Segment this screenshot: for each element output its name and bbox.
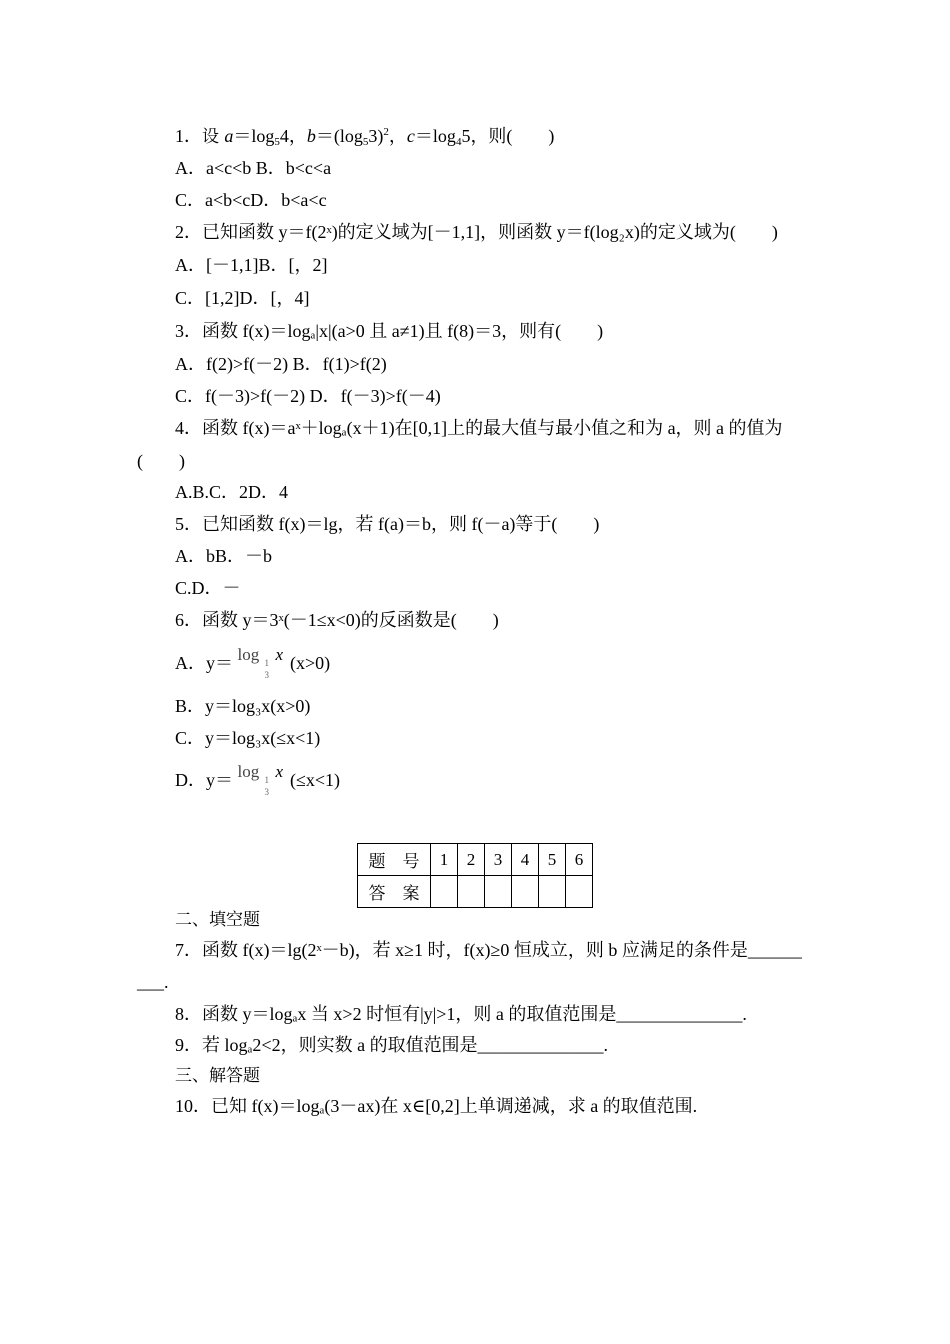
table-cell-number: 3 — [485, 844, 512, 876]
table-cell-number: 1 — [431, 844, 458, 876]
table-header-number: 题 号 — [358, 844, 431, 876]
q5-option-ab: A．bB．－b — [175, 546, 273, 566]
q1-number: 1． — [175, 126, 202, 146]
question-9: 9．若 logₐ2<2，则实数 a 的取值范围是______________. — [175, 1035, 609, 1055]
q3-option-ab: A．f(2)>f(－2) B．f(1)>f(2) — [175, 354, 387, 374]
answer-cell[interactable] — [485, 876, 512, 908]
q6d-suffix: (≤x<1) — [290, 770, 341, 790]
question-3: 3．函数 f(x)＝logₐ|x|(a>0 且 a≠1)且 f(8)＝3，则有( ) — [175, 321, 604, 341]
q6d-prefix: D．y＝ — [175, 770, 233, 790]
answer-cell[interactable] — [431, 876, 458, 908]
table-row-answers — [358, 876, 593, 908]
question-2: 2．已知函数 y＝f(2ˣ)的定义域为[－1,1]，则函数 y＝f(log₂x)的定义域为( ) — [175, 222, 778, 242]
q3-option-cd: C．f(－3)>f(－2) D．f(－3)>f(－4) — [175, 386, 441, 406]
log-base-denominator: 3 — [264, 786, 269, 797]
answer-cell[interactable] — [458, 876, 485, 908]
q1-option-cd: C．a<b<cD．b<a<c — [175, 190, 327, 210]
question-7: 7．函数 f(x)＝lg(2ˣ－b)，若 x≥1 时，f(x)≥0 恒成立，则 b 应满足的条件是______ — [175, 940, 802, 960]
q1-var-b: b — [306, 126, 316, 146]
q7-continuation: ___. — [137, 972, 169, 992]
log-base-denominator: 3 — [264, 669, 269, 680]
q6a-suffix: (x>0) — [290, 653, 331, 673]
q1-v5: 5，则( ) — [461, 126, 555, 146]
q5-option-cd: C.D．－ — [175, 578, 241, 598]
answer-cell[interactable] — [539, 876, 566, 908]
answer-table — [357, 843, 593, 908]
q1-option-ab: A．a<c<b B．b<c<a — [175, 158, 332, 178]
question-4: 4．函数 f(x)＝aˣ＋logₐ(x＋1)在[0,1]上的最大值与最小值之和为 a，则 a 的值为 — [175, 418, 783, 438]
table-cell-number: 4 — [512, 844, 539, 876]
log-arg: x — [275, 761, 284, 781]
log-base-numerator: 1 — [264, 774, 269, 785]
q4-continuation: ( ) — [137, 451, 185, 471]
q1-sub-5b: 5 — [362, 136, 369, 148]
log-arg: x — [275, 644, 284, 664]
q1-comma: ， — [388, 126, 407, 146]
q1-var-a: a — [224, 126, 234, 146]
q1-sub-5a: 5 — [274, 136, 280, 148]
answer-cell[interactable] — [512, 876, 539, 908]
q1-var-c: c — [406, 126, 415, 146]
q1-eq2: ＝(log — [315, 126, 363, 146]
question-10: 10．已知 f(x)＝logₐ(3－ax)在 x∈[0,2]上单调递减，求 a 的取值范围. — [175, 1096, 698, 1116]
q4-options: A.B.C．2D．4 — [175, 482, 289, 502]
table-cell-number: 2 — [458, 844, 485, 876]
q1-eq1: ＝log — [233, 126, 275, 146]
question-6: 6．函数 y＝3ˣ(－1≤x<0)的反函数是( ) — [175, 610, 499, 630]
section-fill-in-heading: 二、填空题 — [175, 910, 260, 930]
question-5: 5．已知函数 f(x)＝lg，若 f(a)＝b，则 f(－a)等于( ) — [175, 514, 600, 534]
table-row-numbers — [358, 844, 593, 876]
table-cell-number: 5 — [539, 844, 566, 876]
table-cell-number: 6 — [566, 844, 593, 876]
q2-option-cd: C．[1,2]D．[，4] — [175, 288, 310, 308]
q6-option-c: C．y＝log₃x(≤x<1) — [175, 728, 321, 748]
q2-option-ab: A．[－1,1]B．[，2] — [175, 255, 328, 275]
q1-v4: 4， — [279, 126, 307, 146]
log-word: log — [237, 644, 260, 664]
q1-lead: 设 — [202, 127, 225, 147]
log-one-third-x — [237, 644, 286, 680]
q1-sup-2: 2 — [383, 126, 389, 138]
q6a-prefix: A．y＝ — [175, 653, 233, 673]
question-1 — [175, 124, 554, 149]
log-word: log — [237, 761, 260, 781]
q1-sub-4: 4 — [455, 136, 462, 148]
q6-option-a — [175, 644, 331, 680]
log-base-numerator: 1 — [264, 657, 269, 668]
answer-cell[interactable] — [566, 876, 593, 908]
table-header-answer: 答 案 — [358, 876, 431, 908]
log-one-third-x — [237, 761, 286, 797]
q1-eq3: ＝log — [414, 126, 456, 146]
section-solve-heading: 三、解答题 — [175, 1066, 260, 1086]
q6-option-b: B．y＝log₃x(x>0) — [175, 696, 311, 716]
q6-option-d — [175, 761, 341, 797]
q1-v3: 3) — [368, 126, 384, 146]
question-8: 8．函数 y＝logₐx 当 x>2 时恒有|y|>1，则 a 的取值范围是______________. — [175, 1004, 747, 1024]
